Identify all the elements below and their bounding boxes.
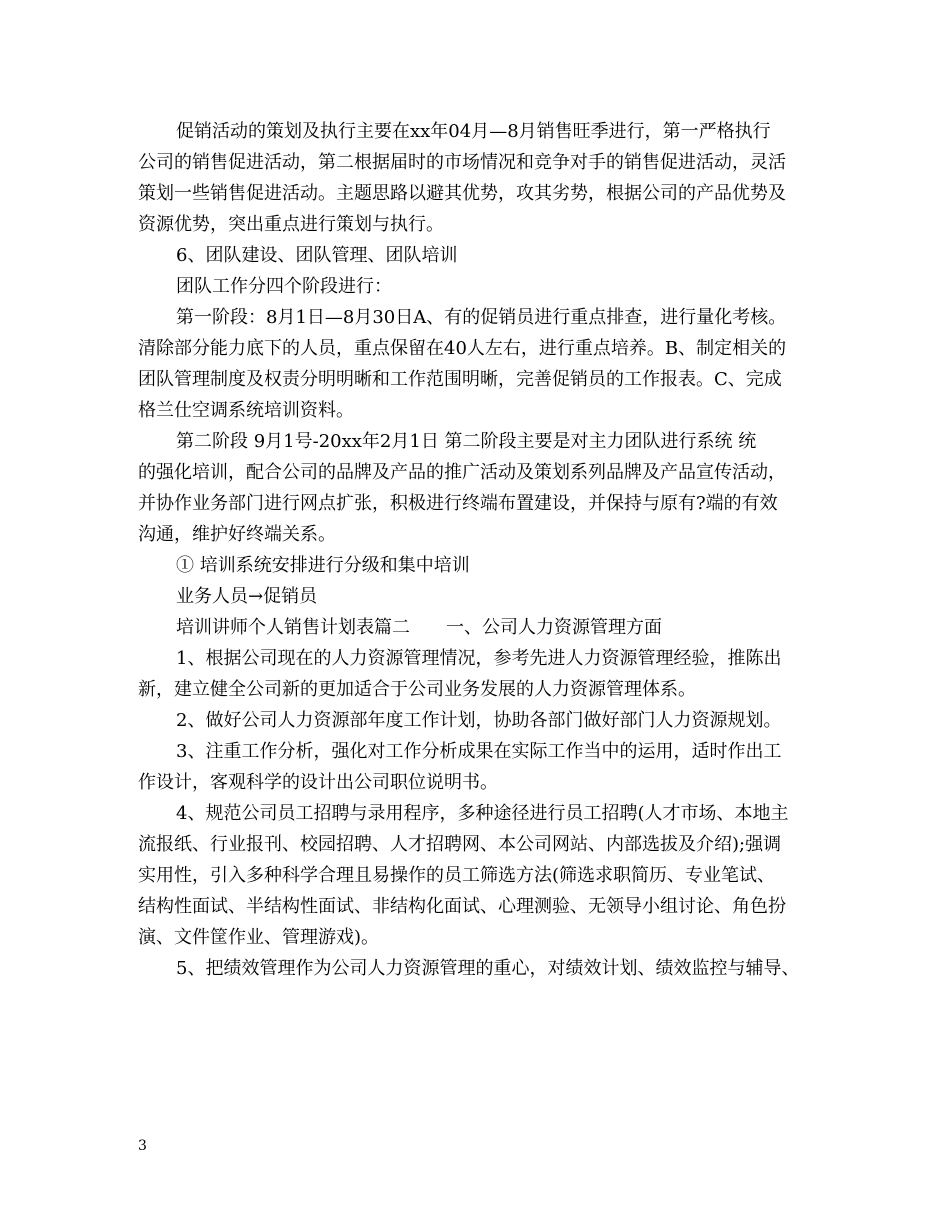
text-line: 并协作业务部门进行网点扩张，积极进行终端布置建设，并保持与原有?端的有效	[138, 493, 778, 514]
page-number: 3	[138, 1138, 147, 1154]
text-line: 流报纸、行业报刊、校园招聘、人才招聘网、本公司网站、内部选拔及介绍);强调	[138, 834, 782, 855]
text-line: 5、把绩效管理作为公司人力资源管理的重心，对绩效计划、绩效监控与辅导、	[176, 958, 800, 979]
text-line: 团队管理制度及权责分明明晰和工作范围明晰，完善促销员的工作报表。C、完成	[138, 369, 782, 390]
text-line: 的强化培训，配合公司的品牌及产品的推广活动及策划系列品牌及产品宣传活动，	[138, 462, 786, 483]
text-line: 沟通，维护好终端关系。	[138, 524, 336, 545]
document-body	[138, 116, 822, 984]
text-line: 第一阶段：8月1日—8月30日A、有的促销员进行重点排查，进行量化考核。	[176, 307, 787, 328]
text-line: 公司的销售促进活动，第二根据届时的市场情况和竞争对手的销售促进活动，灵活	[138, 152, 786, 173]
text-line: 培训讲师个人销售计划表篇二 一、公司人力资源管理方面	[176, 617, 662, 638]
text-line: 资源优势，突出重点进行策划与执行。	[138, 214, 444, 235]
text-line: 实用性，引入多种科学合理且易操作的员工筛选方法(筛选求职简历、专业笔试、	[138, 865, 776, 886]
text-line: ① 培训系统安排进行分级和集中培训	[176, 555, 470, 576]
text-line: 格兰仕空调系统培训资料。	[138, 400, 354, 421]
text-line: 新，建立健全公司新的更加适合于公司业务发展的人力资源管理体系。	[138, 679, 696, 700]
text-line: 2、做好公司人力资源部年度工作计划，协助各部门做好部门人力资源规划。	[176, 710, 782, 731]
text-line: 1、根据公司现在的人力资源管理情况，参考先进人力资源管理经验，推陈出	[176, 648, 782, 669]
text-line: 策划一些销售促进活动。主题思路以避其优势，攻其劣势，根据公司的产品优势及	[138, 183, 786, 204]
text-line: 业务人员→促销员	[176, 586, 318, 607]
text-line: 第二阶段 9月1号-20xx年2月1日 第二阶段主要是对主力团队进行系统 统	[176, 431, 757, 452]
text-line: 演、文件筐作业、管理游戏)。	[138, 927, 380, 948]
text-line: 4、规范公司员工招聘与录用程序，多种途径进行员工招聘(人才市场、本地主	[176, 803, 789, 824]
text-line: 团队工作分四个阶段进行：	[176, 276, 392, 297]
text-line: 促销活动的策划及执行主要在xx年04月—8月销售旺季进行，第一严格执行	[176, 121, 771, 142]
text-line: 6、团队建设、团队管理、团队培训	[176, 245, 458, 266]
text-line: 3、注重工作分析，强化对工作分析成果在实际工作当中的运用，适时作出工	[176, 741, 782, 762]
text-line: 作设计，客观科学的设计出公司职位说明书。	[138, 772, 498, 793]
text-line: 清除部分能力底下的人员，重点保留在40人左右，进行重点培养。B、制定相关的	[138, 338, 787, 359]
text-line: 结构性面试、半结构性面试、非结构化面试、心理测验、无领导小组讨论、角色扮	[138, 896, 786, 917]
